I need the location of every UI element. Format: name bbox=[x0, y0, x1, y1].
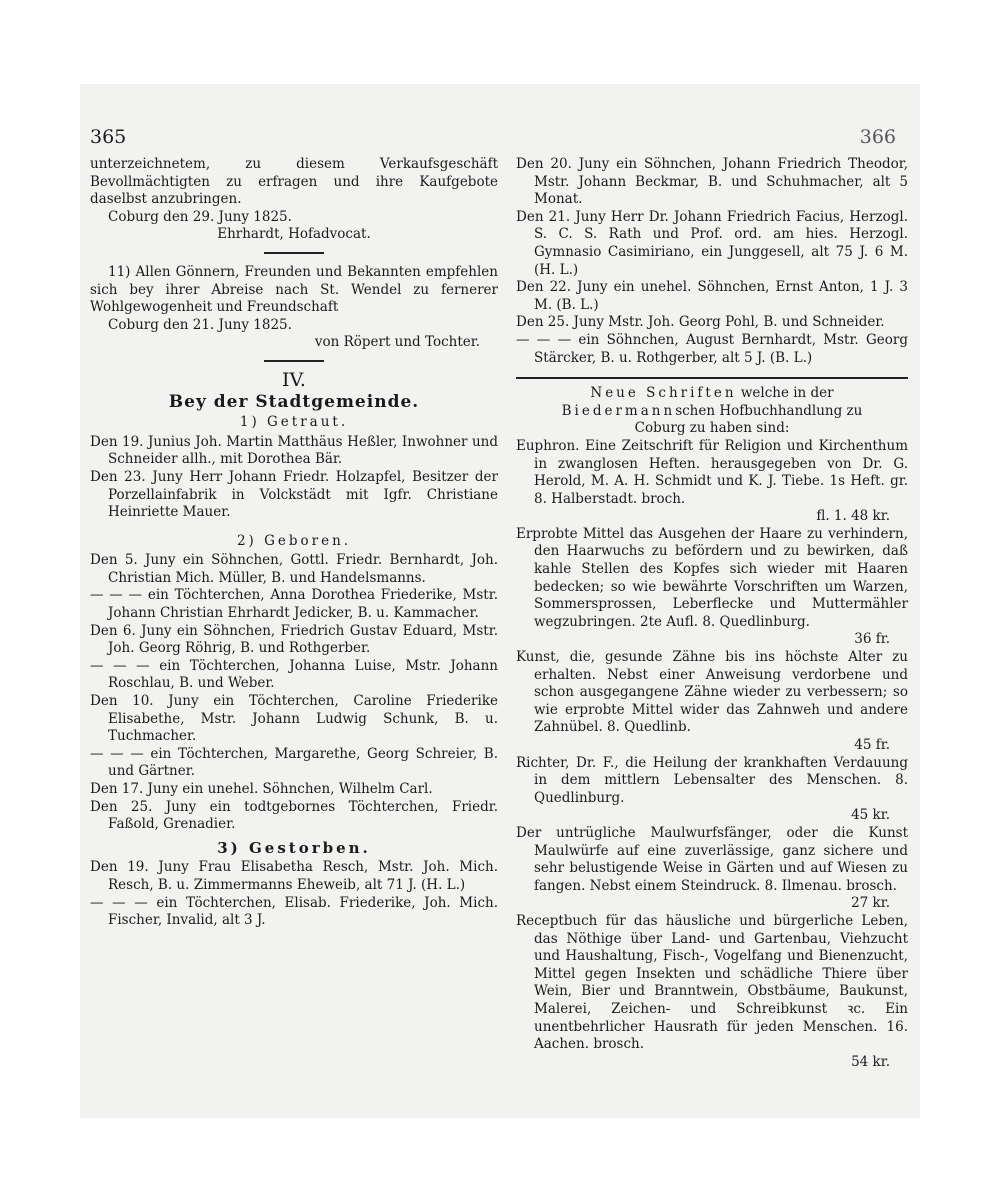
book-listing bbox=[516, 438, 908, 526]
register-entry: — — — ein Töchterchen, Johanna Luise, Mstr. Johann Roschlau, B. und Weber. bbox=[90, 657, 498, 692]
book-price: fl. 1. 48 kr. bbox=[816, 508, 890, 525]
divider bbox=[264, 252, 324, 254]
register-entry: Den 5. Juny ein Söhnchen, Gottl. Friedr. Bernhardt, Joh. Christian Mich. Müller, B. und Handelsmanns. bbox=[90, 552, 498, 586]
signature: Ehrhardt, Hofadvocat. bbox=[217, 226, 371, 243]
book-listing bbox=[516, 526, 908, 649]
register-entry: Den 17. Juny ein unehel. Söhnchen, Wilhelm Carl. bbox=[90, 781, 433, 797]
book-price: 27 kr. bbox=[851, 895, 890, 912]
register-entry: Den 25. Juny Mstr. Joh. Georg Pohl, B. und Schneider. bbox=[516, 314, 885, 331]
register-entry: Den 19. Junius Joh. Martin Matthäus Heßler, Inwohner und Schneider allh., mit Dorothea Bär. bbox=[90, 433, 498, 468]
book-price: 54 kr. bbox=[851, 1053, 890, 1070]
page-number-left: 365 bbox=[90, 126, 127, 148]
dateline: Coburg den 29. Juny 1825. bbox=[108, 208, 292, 225]
new-books-heading-part: welche in der bbox=[736, 385, 834, 402]
register-entry: Den 19. Juny Frau Elisabetha Resch, Mstr. Joh. Mich. Resch, B. u. Zimmermanns Eheweib, alt 71 J. (H. L.) bbox=[90, 859, 498, 893]
register-entry: — — — ein Töchterchen, Elisab. Friederike, Joh. Mich. Fischer, Invalid, alt 3 J. bbox=[90, 894, 498, 929]
register-entry: Den 10. Juny ein Töchterchen, Caroline Friederike Elisabethe, Mstr. Johann Ludwig Schunk, B. u. Tuchmacher. bbox=[90, 693, 498, 745]
book-listing bbox=[516, 825, 908, 913]
book-listing bbox=[516, 649, 908, 755]
section-heading: Bey der Stadtgemeinde. bbox=[168, 391, 420, 412]
book-description: Erprobte Mittel das Ausgehen der Haare zu verhindern, den Haarwuchs zu befördern und zu bewirken, daß kahle Stellen des Kopfes sich wieder mit Haaren bedecken; so wie bewährte Vorschriften um Warzen, Sommersprossen, Leberflecke und Muttermähler wegzubringen. 2te Aufl. 8. Quedlinburg. bbox=[516, 525, 908, 630]
new-books-heading bbox=[516, 385, 908, 438]
left-column bbox=[90, 156, 498, 930]
book-description: Euphron. Eine Zeitschrift für Religion und Kirchenthum in zwanglosen Heften. herausgegeben von Dr. G. Herold, M. A. H. Schmidt und K. J. Tiebe. 1s Heft. gr. 8. Halberstadt. broch. bbox=[516, 437, 908, 507]
register-entry: Den 23. Juny Herr Johann Friedr. Holzapfel, Besitzer der Porzellainfabrik in Volckstädt mit Igfr. Christiane Heinriette Mauer. bbox=[90, 468, 498, 521]
new-books-heading-part: schen Hofbuchhandlung zu Coburg zu haben sind: bbox=[634, 402, 863, 437]
new-books-heading-part: Neue Schriften bbox=[590, 385, 737, 402]
divider bbox=[516, 377, 908, 379]
register-entry: Den 21. Juny Herr Dr. Johann Friedrich Facius, Herzogl. S. C. S. Rath und Prof. ord. am hies. Herzogl. Gymnasio Casimiriano, ein Junggesell, alt 75 J. 6 M. (H. L.) bbox=[516, 208, 908, 278]
book-listing bbox=[516, 913, 908, 1071]
book-description: Kunst, die, gesunde Zähne bis ins höchste Alter zu erhalten. Nebst einer Anweisung verdorbene und schon ausgegangene Zähne wieder zu verbessern; so wie erprobte Mittel wider das Zahnweh und andere Zahnübel. 8. Quedlinb. bbox=[516, 649, 908, 736]
book-price: 45 fr. bbox=[854, 737, 890, 753]
document-page bbox=[80, 84, 920, 1118]
register-entry: Den 25. Juny ein todtgebornes Töchterchen, Friedr. Faßold, Grenadier. bbox=[90, 798, 498, 833]
page-number-right: 366 bbox=[859, 126, 896, 148]
subsection-heading: 1) Getraut. bbox=[239, 414, 349, 431]
register-entry: — — — ein Söhnchen, August Bernhardt, Mstr. Georg Stärcker, B. u. Rothgerber, alt 5 J. (B. L.) bbox=[516, 331, 908, 366]
closing-paragraph: unterzeichnetem, zu diesem Verkaufsgeschäft Bevollmächtigten zu erfragen und ihre Kaufgebote daselbst anzubringen. bbox=[90, 156, 498, 208]
right-column bbox=[516, 156, 908, 1071]
section-numeral: IV. bbox=[282, 368, 306, 391]
register-entry: — — — ein Töchterchen, Anna Dorothea Friederike, Mstr. Johann Christian Ehrhardt Jedicker, B. u. Kammacher. bbox=[90, 587, 498, 622]
subsection-heading: 3) Gestorben. bbox=[217, 838, 371, 857]
announcement-paragraph: 11) Allen Gönnern, Freunden und Bekannten empfehlen sich bey ihrer Abreise nach St. Wendel zu fernerer Wohlgewogenheit und Freundschaft bbox=[90, 263, 498, 316]
register-entry: Den 6. Juny ein Söhnchen, Friedrich Gustav Eduard, Mstr. Joh. Georg Röhrig, B. und Rothgerber. bbox=[90, 622, 498, 657]
book-description: Richter, Dr. F., die Heilung der krankhaften Verdauung in dem mittlern Lebensalter des Menschen. 8. Quedlinburg. bbox=[516, 754, 908, 806]
book-description: Der untrügliche Maulwurfsfänger, oder die Kunst Maulwürfe auf eine zuverlässige, ganz sichere und sehr belustigende Weise in Gärten und auf Wiesen zu fangen. Nebst einem Steindruck. 8. Ilmenau. brosch. bbox=[516, 824, 908, 894]
new-books-heading-part: Biedermann bbox=[561, 402, 676, 419]
subsection-heading: 2) Geboren. bbox=[236, 532, 352, 549]
divider bbox=[264, 360, 324, 362]
signature: von Röpert und Tochter. bbox=[314, 334, 480, 351]
register-entry: Den 20. Juny ein Söhnchen, Johann Friedrich Theodor, Mstr. Johann Beckmar, B. und Schuhmacher, alt 5 Monat. bbox=[516, 156, 908, 208]
dateline: Coburg den 21. Juny 1825. bbox=[108, 316, 292, 333]
register-entry: — — — ein Töchterchen, Margarethe, Georg Schreier, B. und Gärtner. bbox=[90, 745, 498, 780]
book-listing bbox=[516, 755, 908, 825]
book-price: 36 fr. bbox=[854, 631, 890, 648]
book-price: 45 kr. bbox=[851, 807, 890, 824]
register-entry: Den 22. Juny ein unehel. Söhnchen, Ernst Anton, 1 J. 3 M. (B. L.) bbox=[516, 279, 908, 313]
book-description: Receptbuch für das häusliche und bürgerliche Leben, das Nöthige über Land- und Gartenbau, Viehzucht und Haushaltung, Fisch-, Vogelfang und Bienenzucht, Mittel gegen Insekten und schädliche Thiere über Wein, Bier und Branntwein, Obstbäume, Baukunst, Malerei, Zeichen- und Schreibkunst ꝛc. Ein unentbehrlicher Hausrath für jeden Menschen. 16. Aachen. brosch. bbox=[516, 912, 908, 1053]
